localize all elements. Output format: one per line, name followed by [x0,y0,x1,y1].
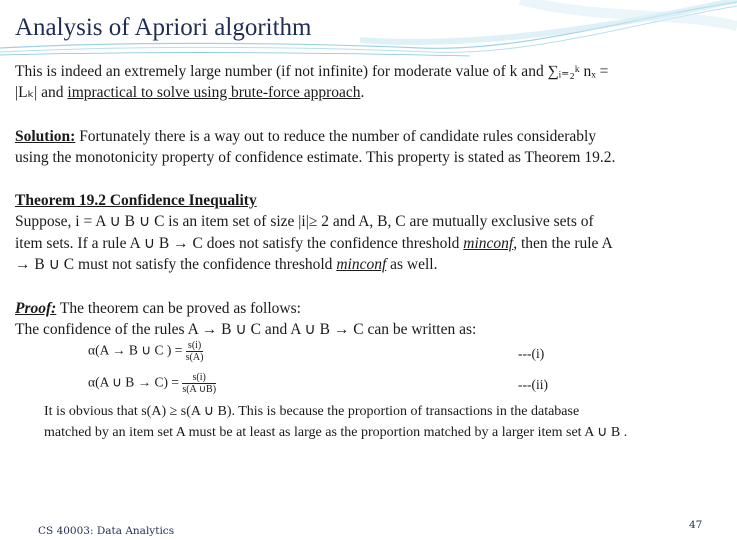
theorem-line-2-start: item sets. If a rule A ∪ B → C does not satisfy the confidence threshold [15,235,464,252]
equation-2-lhs: α(A ∪ B → C) = [88,374,179,390]
equation-2-fraction [182,372,216,395]
minconf-term: minconf [463,235,514,252]
intro-line-1: This is indeed an extremely large number (if not infinite) for moderate value of k and ∑ᵢ₌₂ᵏ nₓ = [15,63,609,80]
solution-line-1 [15,127,596,146]
solution-label: Solution: [15,128,76,145]
proof-line-3: It is obvious that s(A) ≥ s(A ∪ B). This is because the proportion of transactions in the database [44,404,580,419]
equation-2-denominator: s(A ∪B) [182,384,217,395]
proof-line-4: matched by an item set A must be at least as large as the proportion matched by a larger item set A ∪ B . [44,425,628,440]
proof-line-1 [15,299,301,318]
intro-impractical-text: impractical to solve using brute-force approach [67,84,361,101]
equation-2-numerator: s(i) [182,372,216,384]
equation-1-numerator: s(i) [186,340,204,352]
proof-label: Proof: [15,300,57,317]
equation-1-denominator: s(A) [185,352,204,363]
equation-1-lhs: α(A → B ∪ C ) = [88,342,183,358]
equation-1 [88,340,203,363]
theorem-line-3 [15,255,437,274]
theorem-line-3-start: → B ∪ C must not satisfy the confidence threshold [15,256,337,273]
slide-title: Analysis of Apriori algorithm [15,14,312,41]
intro-line-2-start: |Lₖ| and [15,84,68,101]
minconf-term-2: minconf [336,256,387,273]
proof-text-1: The theorem can be proved as follows: [56,300,301,317]
footer-course: CS 40003: Data Analytics [38,525,175,537]
proof-line-2: The confidence of the rules A → B ∪ C and A ∪ B → C can be written as: [15,321,477,338]
equation-2-tag: ---(ii) [518,377,548,392]
solution-line-2: using the monotonicity property of confidence estimate. This property is stated as Theorem 19.2. [15,149,616,166]
intro-line-2-end: . [360,84,365,101]
theorem-line-2-end: , then the rule A [513,235,613,252]
intro-line-2 [15,83,364,102]
page-number: 47 [689,519,703,531]
equation-1-fraction [186,340,204,363]
theorem-line-2 [15,234,613,253]
theorem-line-1: Suppose, i = A ∪ B ∪ C is an item set of size |i|≥ 2 and A, B, C are mutually exclusive sets of [15,213,594,230]
equation-2 [88,372,216,395]
theorem-heading: Theorem 19.2 Confidence Inequality [15,192,257,209]
theorem-line-3-end: as well. [386,256,438,273]
solution-text-1: Fortunately there is a way out to reduce the number of candidate rules considerably [75,128,597,145]
equation-1-tag: ---(i) [518,346,545,361]
